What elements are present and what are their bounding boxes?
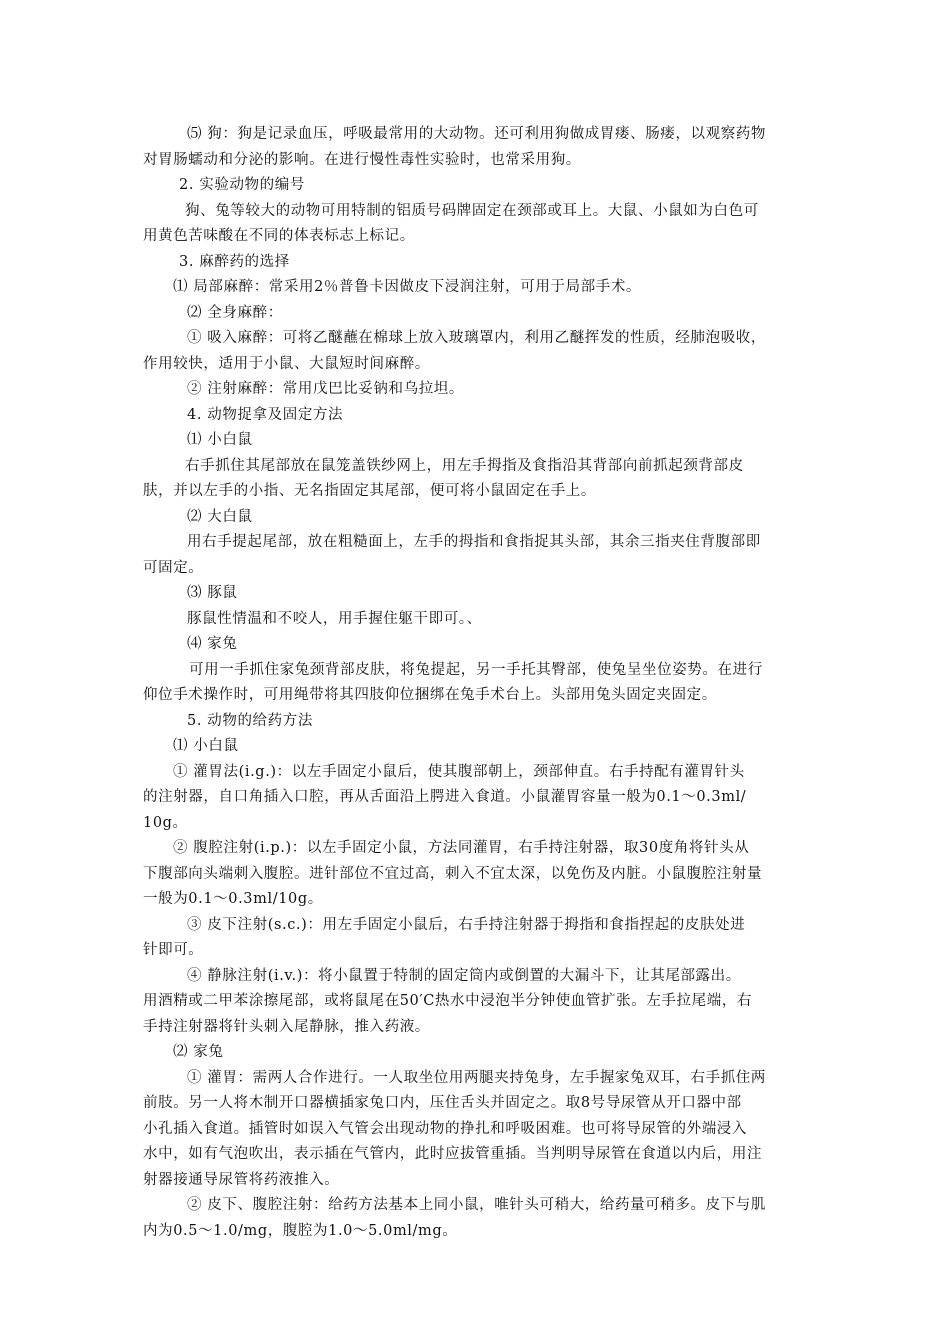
subsection-heading: ⑴ 小白鼠	[187, 432, 253, 448]
text-line: 狗、兔等较大的动物可用特制的铝质号码牌固定在颈部或耳上。大鼠、小鼠如为白色可	[185, 202, 759, 219]
subsection-heading: ⑵ 家兔	[173, 1044, 224, 1060]
section-heading: 5. 动物的给药方法	[187, 712, 313, 729]
text-line: ② 皮下、腹腔注射：给药方法基本上同小鼠，唯针头可稍大，给药量可稍多。皮下与肌	[187, 1197, 767, 1213]
text-line: 对胃肠蠕动和分泌的影响。在进行慢性毒性实验时，也常采用狗。	[143, 151, 581, 168]
text-line: 肤，并以左手的小指、无名指固定其尾部，便可将小鼠固定在手上。	[143, 483, 596, 499]
subsection-heading: ⑷ 家兔	[187, 636, 238, 652]
text-line: 下腹部向头端刺入腹腔。进针部位不宜过高，刺入不宜太深，以免伤及内脏。小鼠腹腔注射量	[143, 865, 763, 882]
text-line: 射器接通导尿管将药液推入。	[143, 1171, 340, 1188]
text-line: ⑴ 局部麻醉：常采用2％普鲁卡因做皮下浸润注射，可用于局部手术。	[173, 279, 642, 295]
document-page	[143, 122, 813, 1244]
text-line: ② 注射麻醉：常用戊巴比妥钠和乌拉坦。	[187, 381, 465, 397]
text-line: ① 灌胃：需两人合作进行。一人取坐位用两腿夹持兔身，左手握家兔双耳，右手抓住两	[187, 1069, 767, 1086]
text-line: 用右手提起尾部，放在粗糙面上，左手的拇指和食指捉其头部，其余三指夹住背腹部即	[187, 534, 761, 550]
text-line: 一般为0.1～0.3ml/10g。	[143, 891, 323, 907]
section-heading: 2. 实验动物的编号	[179, 177, 305, 193]
text-line: ① 吸入麻醉：可将乙醚蘸在棉球上放入玻璃罩内，利用乙醚挥发的性质，经肺泡吸收，	[187, 330, 767, 346]
text-line: ⑸ 狗：狗是记录血压，呼吸最常用的大动物。还可利用狗做成胃瘘、肠瘘，以观察药物	[187, 126, 767, 142]
text-line: 水中，如有气泡吹出，表示插在气管内，此时应拔管重插。当判明导尿管在食道以内后，用注	[143, 1146, 763, 1162]
text-line: 的注射器，自口角插入口腔，再从舌面沿上腭进入食道。小鼠灌胃容量一般为0.1～0.3ml/	[143, 789, 747, 805]
text-line: ① 灌胃法(i.g.)：以左手固定小鼠后，使其腹部朝上，颈部伸直。右手持配有灌胃针头	[173, 763, 745, 780]
text-line: ② 腹腔注射(i.p.)：以左手固定小鼠，方法同灌胃，右手持注射器，取30度角将针头从	[173, 840, 750, 856]
subsection-heading: ⑴ 小白鼠	[173, 738, 239, 754]
text-line: 用黄色苦味酸在不同的体表标志上标记。	[143, 228, 415, 244]
text-line: ⑵ 全身麻醉：	[187, 304, 283, 321]
subsection-heading: ⑶ 豚鼠	[187, 585, 238, 601]
subsection-heading: ⑵ 大白鼠	[187, 508, 253, 525]
text-line: 仰位手术操作时，可用绳带将其四肢仰位捆绑在兔手术台上。头部用兔头固定夹固定。	[143, 687, 717, 703]
text-line: 内为0.5～1.0/mg，腹腔为1.0～5.0ml/mg。	[143, 1222, 458, 1239]
text-line: 手持注射器将针头刺入尾静脉，推入药液。	[143, 1018, 430, 1035]
section-heading: 4. 动物捉拿及固定方法	[187, 406, 344, 423]
text-line: 用酒精或二甲苯涂擦尾部，或将鼠尾在50′C热水中浸泡半分钟使血管扩张。左手拉尾端，右	[143, 993, 753, 1009]
text-line: 豚鼠性情温和不咬人，用手握住躯干即可。、	[187, 610, 482, 627]
text-line: 前肢。另一人将木制开口器横插家兔口内，压住舌头并固定之。取8号导尿管从开口器中部	[143, 1095, 742, 1111]
section-heading: 3. 麻醉药的选择	[179, 253, 290, 270]
text-line: 小孔插入食道。插管时如误入气管会出现动物的挣扎和呼吸困难。也可将导尿管的外端浸入	[143, 1120, 747, 1137]
text-line: 可用一手抓住家兔颈背部皮肤，将兔提起，另一手托其臀部，使兔呈坐位姿势。在进行	[189, 661, 763, 678]
text-line: 作用较快，适用于小鼠、大鼠短时间麻醉。	[143, 355, 430, 372]
text-line: 可固定。	[143, 559, 204, 576]
text-line: ③ 皮下注射(s.c.)：用左手固定小鼠后，右手持注射器于拇指和食指捏起的皮肤处进	[187, 916, 746, 933]
text-line: 右手抓住其尾部放在鼠笼盖铁纱网上，用左手拇指及食指沿其背部向前抓起颈背部皮	[185, 457, 744, 474]
text-line: ④ 静脉注射(i.v.)：将小鼠置于特制的固定筒内或倒置的大漏斗下，让其尾部露出。	[187, 967, 741, 984]
text-line: 10g。	[143, 814, 188, 831]
text-line: 针即可。	[143, 942, 204, 958]
